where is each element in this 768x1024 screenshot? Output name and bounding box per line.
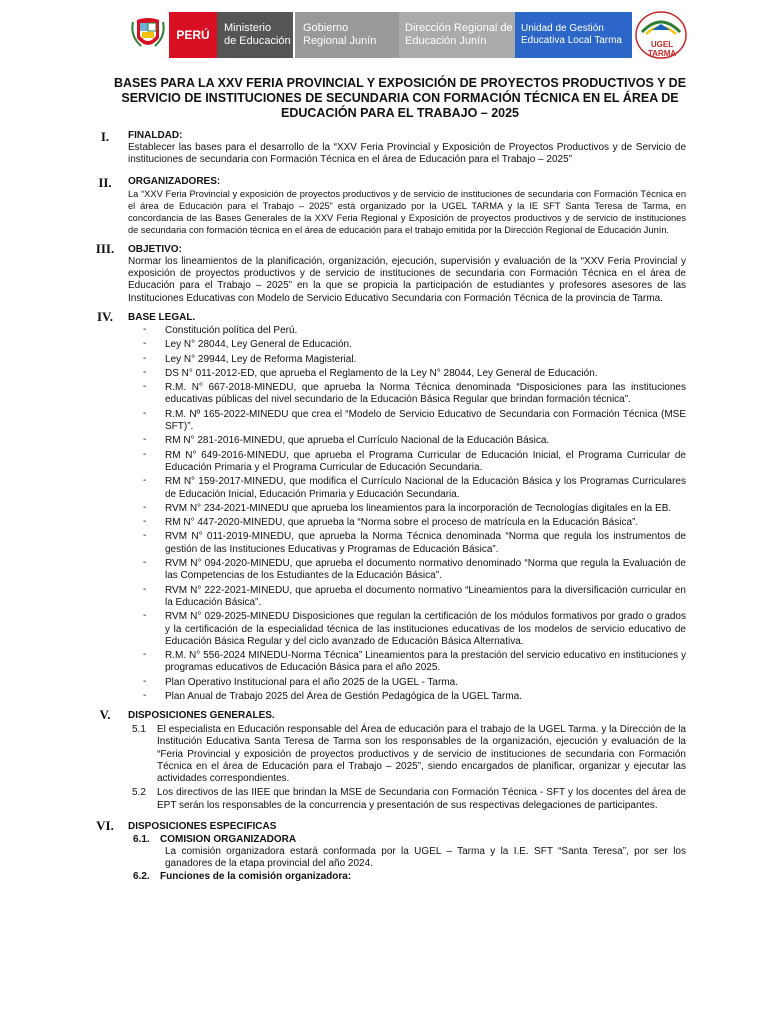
legal-item xyxy=(143,675,686,689)
dash-bullet: - xyxy=(143,352,147,364)
legal-item xyxy=(143,530,686,556)
dash-bullet: - xyxy=(143,338,147,350)
section-objetivo xyxy=(0,240,768,305)
section-heading: OBJETIVO: xyxy=(128,243,182,255)
subsection-6-1-heading xyxy=(133,833,768,846)
subsection-number: 6.2. xyxy=(133,871,150,883)
legal-item-text: RM N° 159-2017-MINEDU, que modifica el Currículo Nacional de la Educación Básica y los Programas Curriculares de Educación Inicial, Educación Primaria y Educación Secundaria. xyxy=(165,476,686,500)
peru-label: PERÚ xyxy=(169,12,217,58)
dash-bullet: - xyxy=(143,448,147,460)
legal-item-text: R.M. N° 556-2024 MINEDU-Norma Técnica” Lineamientos para la prestación del servicio educativo en instituciones y programas educativos de Educación Básica para el año 2025. xyxy=(165,650,686,674)
section-disposiciones-generales xyxy=(0,709,768,811)
section-disposiciones-especificas xyxy=(0,817,768,884)
document-title: BASES PARA LA XXV FERIA PROVINCIAL Y EXPOSICIÓN DE PROYECTOS PRODUCTIVOS Y DE SERVICIO DE INSTITUCIONES DE SECUNDARIA CON FORMACIÓN TÉCNICA EN EL ÁREA DE EDUCACIÓN PARA EL TRABAJO – 2025 xyxy=(113,76,687,120)
legal-item xyxy=(143,434,686,447)
legal-item-text: RM N° 649-2016-MINEDU, que aprueba el Programa Curricular de Educación Inicial, el Programa Curricular de Educación Primaria y el Programa Curricular de Educación Secundaria. xyxy=(165,449,686,473)
dash-bullet: - xyxy=(143,530,147,542)
legal-item-text: Ley N° 28044, Ley General de Educación. xyxy=(165,339,352,351)
dash-bullet: - xyxy=(143,610,147,622)
legal-item-text: RVM N° 222-2021-MINEDU, que aprueba el documento normativo “Lineamientos para la diversificación curricular en la Educación Básica”. xyxy=(165,584,686,608)
legal-item xyxy=(143,501,686,515)
dash-bullet: - xyxy=(143,583,147,595)
legal-item xyxy=(143,649,686,675)
minedu-label: Ministerio de Educación xyxy=(217,12,293,58)
legal-item-text: Plan Anual de Trabajo 2025 del Área de Gestión Pedagógica de la UGEL Tarma. xyxy=(165,690,522,702)
paragraph-number: 5.1 xyxy=(132,724,146,736)
dash-bullet: - xyxy=(143,434,147,446)
subsection-number: 6.1. xyxy=(133,833,150,845)
paragraph-5-1 xyxy=(132,724,686,785)
dash-bullet: - xyxy=(143,366,147,378)
legal-item-text: R.M. Nº 165-2022-MINEDU que crea el “Modelo de Servicio Educativo de Secundaria con Formación Técnica (MSE SFT)”. xyxy=(165,408,686,433)
dash-bullet: - xyxy=(143,381,147,393)
dash-bullet: - xyxy=(143,407,147,419)
peru-coat-of-arms-icon xyxy=(127,12,169,58)
paragraph-text: El especialista en Educación responsable del Área de educación para el trabajo de la UGEL Tarma. y la Dirección de la Institución Educativa Santa Teresa de Tarma son los responsables de la organización, ejecución y evaluación de la “Feria Provincial y exposición de proyectos productivos y de servicio de instituciones de secundaria con Formación Técnica en el área de Educación para el Trabajo – 2025”, siendo encargados de planificar, organizar y ejecutar las actividades correspondientes. xyxy=(157,724,686,785)
dash-bullet: - xyxy=(143,675,147,687)
legal-item xyxy=(143,557,686,583)
legal-item-text: RM N° 281-2016-MINEDU, que aprueba el Currículo Nacional de la Educación Básica. xyxy=(165,435,550,447)
section-heading: DISPOSICIONES GENERALES. xyxy=(128,710,275,722)
subsection-6-2-heading xyxy=(133,870,768,883)
gobierno-label: Gobierno Regional Junín xyxy=(295,12,399,58)
subsection-title: Funciones de la comisión organizadora: xyxy=(160,871,352,883)
legal-item xyxy=(143,610,686,648)
subsection-title: COMISION ORGANIZADORA xyxy=(160,833,297,845)
section-number: IV. xyxy=(96,308,114,324)
section-text: Establecer las bases para el desarrollo de la “XXV Feria Provincial y Exposición de Proyectos Productivos y de Servicio de instituciones de secundaria con Formación Técnica en el área de Educación para el Trabajo – 2025” xyxy=(128,142,686,166)
section-text: La “XXV Feria Provincial y exposición de proyectos productivos y de servicio de instituciones de secundaria con Formación Técnica en el área de Educación para el Trabajo – 2025” está organizado por la UGEL TARMA y la IE SFT Santa Teresa de Tarma, en concordancia de las Bases Generales de la XXV Feria Regional y Exposición de proyectos productivos y de servicio de instituciones de secundaria con formación técnica en el área de educación para el trabajo emitida por la Dirección Regional de Educación Junín. xyxy=(128,188,686,236)
section-number: I. xyxy=(100,129,110,144)
legal-item xyxy=(143,366,686,380)
legal-item xyxy=(143,407,686,434)
legal-item xyxy=(143,338,686,351)
legal-item-text: DS N° 011-2012-ED, que aprueba el Reglamento de la Ley N° 28044, Ley General de Educación. xyxy=(165,367,598,379)
ugel-logo-text: UGEL TARMA xyxy=(647,40,677,58)
section-organizadores xyxy=(0,175,768,237)
legal-item-text: RVM N° 011-2019-MINEDU, que aprueba la Norma Técnica denominada “Norma que regula los instrumentos de gestión de las Instituciones Educativas y Programas de Educación Básica”. xyxy=(165,531,686,555)
legal-item-text: RVM N° 029-2025-MINEDU Disposiciones que regulan la certificación de los módulos formativos por grado o grados y la certificación de la especialidad técnica de las instituciones educativas de los modelos de servicio educativo de Educación Básica Regular y del ciclo avanzado de Educación Básica Alternativa. xyxy=(165,611,686,647)
legal-item-text: R.M. N° 667-2018-MINEDU, que aprueba la Norma Técnica denominada “Disposiciones para las instituciones educativas públicas del nivel secundario de la Educación Básica Regular que brindan formación técnica”. xyxy=(165,382,686,406)
legal-item-text: RVM N° 094-2020-MINEDU, que aprueba el documento normativo denominado “Norma que regula la Evaluación de las Competencias de los Estudiantes de la Educación Básica”. xyxy=(165,558,686,582)
section-heading: DISPOSICIONES ESPECIFICAS xyxy=(128,820,277,832)
dash-bullet: - xyxy=(143,689,147,701)
legal-item-text: Ley N° 29944, Ley de Reforma Magisterial. xyxy=(165,353,357,365)
legal-item-text: Plan Operativo Institucional para el año 2025 de la UGEL - Tarma. xyxy=(165,676,458,688)
document-body xyxy=(0,129,768,883)
section-heading: ORGANIZADORES: xyxy=(128,175,221,187)
paragraph-number: 5.2 xyxy=(132,787,146,799)
legal-item xyxy=(143,516,686,529)
legal-item xyxy=(143,448,686,475)
dash-bullet: - xyxy=(143,557,147,569)
legal-item-text: RM N° 447-2020-MINEDU, que aprueba la “Norma sobre el proceso de matrícula en la Educación Básica”. xyxy=(165,517,639,529)
paragraph-5-2 xyxy=(132,787,686,811)
legal-item xyxy=(143,352,686,366)
legal-item-text: RVM N° 234-2021-MINEDU que aprueba los lineamientos para la incorporación de Tecnologías digitales en la EB. xyxy=(165,502,672,514)
ugel-unit-label: Unidad de Gestión Educativa Local Tarma xyxy=(515,12,632,58)
section-heading: FINALDAD: xyxy=(128,130,183,141)
dash-bullet: - xyxy=(143,501,147,513)
legal-item xyxy=(143,323,686,337)
legal-item xyxy=(143,583,686,610)
section-number: VI. xyxy=(96,817,114,833)
section-number: V. xyxy=(99,707,111,723)
dash-bullet: - xyxy=(143,516,147,528)
legal-item xyxy=(143,689,686,703)
legal-item-text: Constitución política del Perú. xyxy=(165,324,298,336)
section-number: II. xyxy=(98,174,112,190)
section-base-legal xyxy=(0,308,768,703)
legal-list xyxy=(0,325,768,703)
dash-bullet: - xyxy=(143,649,147,661)
legal-item xyxy=(143,381,686,407)
section-heading: BASE LEGAL. xyxy=(128,311,196,323)
dash-bullet: - xyxy=(143,323,147,335)
paragraph-text: Los directivos de las IIEE que brindan la MSE de Secundaria con Formación Técnica - SFT y los docentes del área de EPT serán los responsables de la concurrencia y presentación de sus respectivas delegaciones de participantes. xyxy=(157,787,686,811)
section-finalidad xyxy=(0,129,768,167)
section-number: III. xyxy=(95,240,115,256)
dre-label: Dirección Regional de Educación Junín xyxy=(399,12,521,58)
header-banner xyxy=(127,10,713,62)
legal-item xyxy=(143,475,686,501)
dash-bullet: - xyxy=(143,475,147,487)
subsection-6-1-text: La comisión organizadora estará conformada por la UGEL – Tarma y la I.E. SFT “Santa Teresa”, por ser los ganadores de la etapa provincial del año 2024. xyxy=(165,845,686,869)
section-text: Normar los lineamientos de la planificación, organización, ejecución, supervisión y evaluación de la “XXV Feria Provincial y exposición de proyectos productivos y de servicio de instituciones de secundaria con Formación Técnica en el área de Educación para el Trabajo – 2025” en la que se propicia la participación de estudiantes y profesores asesores de las Instituciones Educativas con Modelo de Servicio Educativo Secundaria con Formación Técnica de la provincia de Tarma. xyxy=(128,255,686,304)
